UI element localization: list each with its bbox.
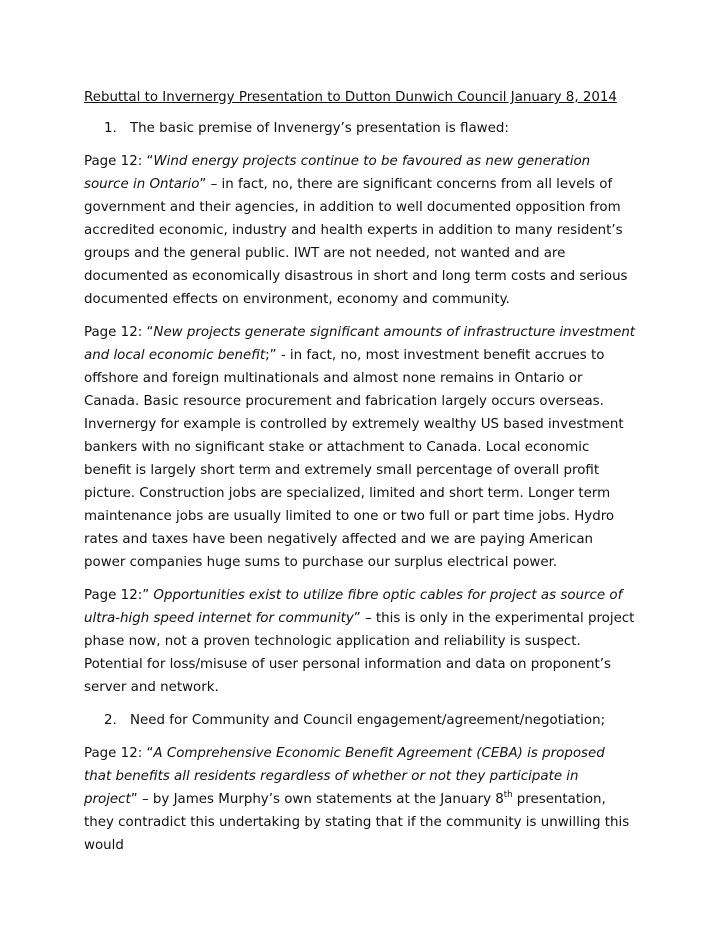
section-number: 1. [104,121,117,136]
paragraph-tail: presentation, they contradict this undertaking by stating that if the community is unwilling this would [84,792,630,853]
paragraph-body: ” – in fact, no, there are significant concerns from all levels of government and their agencies, in addition to well documented opposition from accredited economic, industry and health experts in addition to many resident’s groups and the general public. IWT are not needed, not wanted and are documented as economically disastrous in short and long term costs and serious documented effects on environment, economy and community. [84,177,628,307]
paragraph-quote: A Comprehensive Economic Benefit Agreement (CEBA) is proposed that benefits all residents regardless of whether or not they participate in project [84,746,605,807]
paragraph-lead: Page 12: “ [84,325,154,340]
paragraph-lead: Page 12:” [84,588,154,603]
paragraph-body: ;” - in fact, no, most investment benefit accrues to offshore and foreign multinationals and almost none remains in Ontario or Canada. Basic resource procurement and fabrication largely occurs overseas. Invernergy for example is controlled by extremely wealthy US based investment bankers with no significant stake or attachment to Canada. Local economic benefit is largely short term and extremely small percentage of overall profit picture. Construction jobs are specialized, limited and short term. Longer term maintenance jobs are usually limited to one or two full or part time jobs. Hydro rates and taxes have been negatively affected and we are paying American power companies huge sums to purchase our surplus electrical power. [84,348,624,570]
paragraph-infrastructure-investment [84,321,636,574]
document-page [84,86,636,857]
section-heading-text: Need for Community and Council engagement/agreement/negotiation; [130,713,606,728]
section-1-heading [84,117,636,140]
paragraph-quote: Opportunities exist to utilize fibre optic cables for project as source of ultra-high speed internet for community [84,588,623,626]
section-2-heading [84,709,636,732]
section-number: 2. [104,713,117,728]
paragraph-body: ” – this is only in the experimental project phase now, not a proven technologic application and reliability is suspect. Potential for loss/misuse of user personal information and data on proponent’s server and network. [84,611,635,695]
paragraph-wind-energy [84,150,636,311]
paragraph-quote: New projects generate significant amounts of infrastructure investment and local economic benefit [84,325,636,363]
paragraph-lead: Page 12: “ [84,154,154,169]
ordinal-suffix: th [503,789,513,800]
paragraph-fibre-optic [84,584,636,699]
paragraph-body: ” – by James Murphy’s own statements at the January 8 [130,792,504,807]
document-title: Rebuttal to Invernergy Presentation to Dutton Dunwich Council January 8, 2014 [84,90,617,105]
paragraph-ceba [84,742,636,857]
paragraph-quote: Wind energy projects continue to be favoured as new generation source in Ontario [84,154,591,192]
paragraph-lead: Page 12: “ [84,746,154,761]
section-heading-text: The basic premise of Invenergy’s presentation is flawed: [130,121,509,136]
